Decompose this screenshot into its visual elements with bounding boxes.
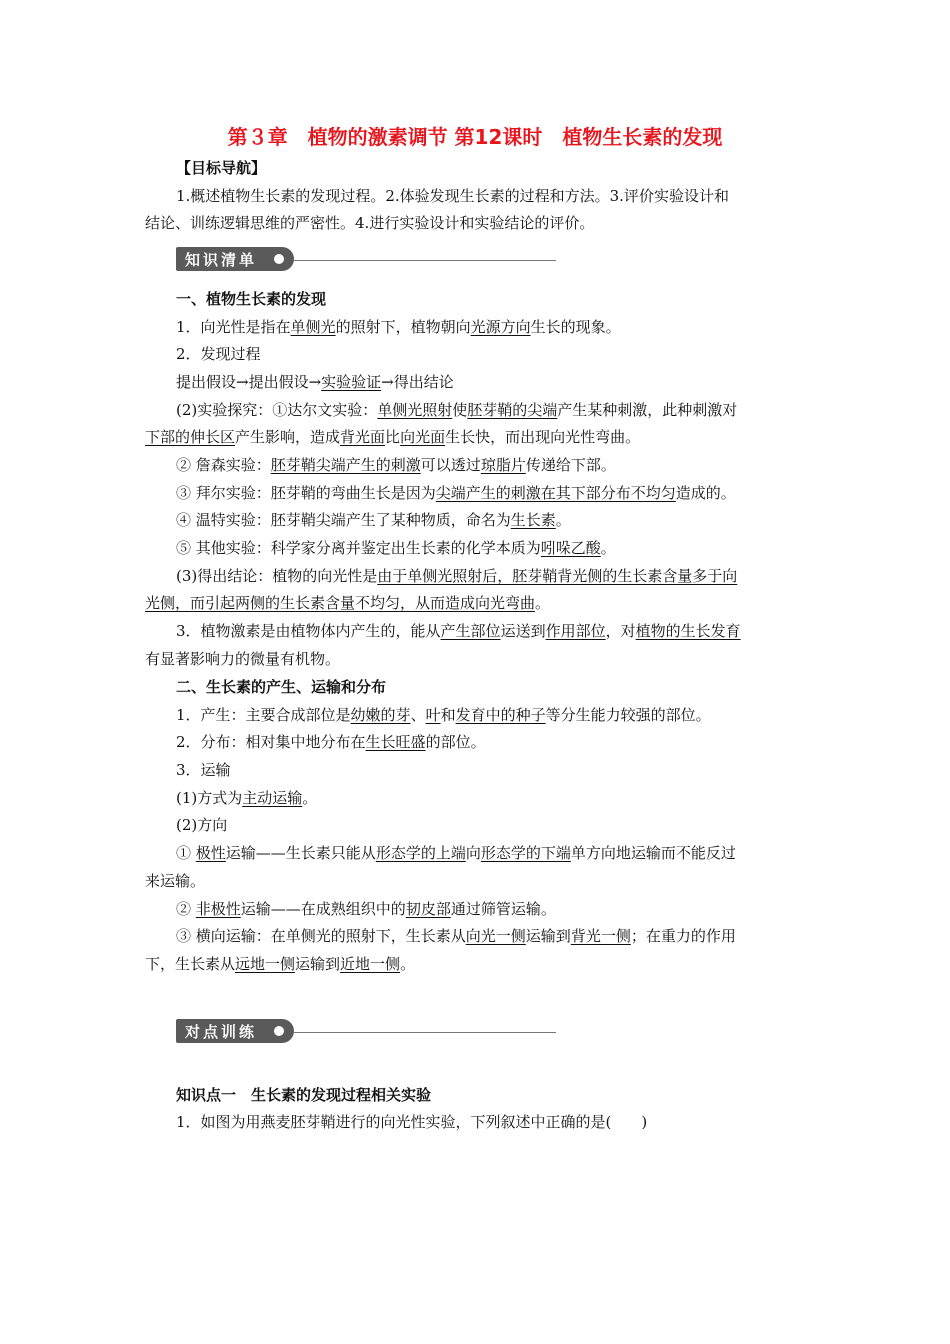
answer-blank: 下部的伸长区 (145, 428, 236, 446)
answer-blank: 胚芽鞘尖端产生的刺激 (270, 456, 421, 474)
text-span: 1．向光性是指在 (176, 318, 291, 336)
text-span: 提出假设→提出假设→ (176, 373, 322, 391)
banner-tag (176, 247, 294, 271)
text-span: 运输——在成熟组织中的 (240, 900, 406, 918)
text-span: 。 (400, 955, 416, 973)
text-span: ⑤ 其他实验：科学家分离并鉴定出生长素的化学本质为 (176, 539, 541, 557)
text-span: 运输到 (295, 955, 341, 973)
text-span: 产生某种刺激，此种刺激对 (557, 401, 738, 419)
answer-blank: 单侧光照射 (377, 401, 453, 419)
paragraph: 有显著影响力的微量有机物。 (145, 650, 341, 668)
answer-blank: 吲哚乙酸 (540, 539, 601, 557)
paragraph (145, 954, 815, 974)
text-span: 。 (600, 539, 616, 557)
text-span: ，对 (605, 622, 636, 640)
text-span: (3)得出结论：植物的向光性是 (176, 567, 378, 585)
text-span: 。 (535, 594, 551, 612)
text-span: 等分生能力较强的部位。 (545, 706, 711, 724)
answer-blank: 发育中的种子 (455, 706, 546, 724)
answer-blank: 幼嫩的芽 (350, 706, 411, 724)
text-span: ③ 横向运输：在单侧光的照射下，生长素从 (176, 927, 466, 945)
banner-label: 知识清单 (185, 251, 258, 269)
question-1: 1．如图为用燕麦胚芽鞘进行的向光性实验，下列叙述中正确的是( ) (176, 1113, 648, 1131)
banner-rule (294, 1032, 556, 1033)
text-span: 、 (410, 706, 426, 724)
paragraph (176, 788, 816, 808)
answer-blank: 主动运输 (242, 789, 303, 807)
paragraph (145, 427, 815, 447)
answer-blank: 植物的生长发育 (635, 622, 741, 640)
paragraph (176, 899, 816, 919)
text-span: 的照射下，植物朝向 (335, 318, 471, 336)
paragraph (176, 926, 816, 946)
paragraph (176, 372, 816, 392)
text-span: 通过筛管运输。 (450, 900, 556, 918)
bullet-dot-icon (274, 1026, 284, 1036)
paragraph (176, 510, 816, 530)
text-span: 可以透过 (420, 456, 481, 474)
text-span: (2)实验探究：①达尔文实验： (176, 401, 378, 419)
paragraph (176, 843, 816, 863)
text-span: 2．分布：相对集中地分布在 (176, 733, 366, 751)
answer-blank: 近地一侧 (340, 955, 401, 973)
banner-label: 对点训练 (185, 1023, 258, 1041)
text-span: (1)方式为 (176, 789, 243, 807)
answer-blank: 向光一侧 (465, 927, 526, 945)
text-span: 和 (440, 706, 456, 724)
answer-blank: 向光面 (400, 428, 446, 446)
answer-blank: 极性 (195, 844, 226, 862)
text-span: 3．植物激素是由植物体内产生的，能从 (176, 622, 441, 640)
answer-blank: 叶 (425, 706, 441, 724)
paragraph: 2．发现过程 (176, 345, 261, 363)
text-span: →得出结论 (381, 373, 454, 391)
paragraph: 来运输。 (145, 872, 206, 890)
text-span: 单方向地运输而不能反过 (570, 844, 736, 862)
answer-blank: 非极性 (195, 900, 241, 918)
paragraph (176, 538, 816, 558)
text-span: 使 (452, 401, 468, 419)
text-span: ② 詹森实验： (176, 456, 271, 474)
paragraph: 3．运输 (176, 761, 231, 779)
answer-blank: 光源方向 (470, 318, 531, 336)
answer-blank: 背光一侧 (570, 927, 631, 945)
answer-blank: 形态学的上端 (375, 844, 466, 862)
text-span: 的部位。 (425, 733, 486, 751)
text-span: 造成的。 (675, 484, 736, 502)
paragraph (176, 705, 816, 725)
answer-blank: 胚芽鞘的尖端 (467, 401, 558, 419)
answer-blank: 形态学的下端 (480, 844, 571, 862)
answer-blank: 实验验证 (321, 373, 382, 391)
answer-blank: 背光面 (340, 428, 386, 446)
text-span: 运送到 (500, 622, 546, 640)
paragraph: (2)方向 (176, 816, 228, 834)
knowledge-point-heading: 知识点一 生长素的发现过程相关实验 (176, 1086, 432, 1104)
text-span: 向 (465, 844, 481, 862)
text-span: 下，生长素从 (145, 955, 236, 973)
banner-tag (176, 1019, 294, 1043)
answer-blank: 光侧，而引起两侧的生长素含量不均匀，从而造成向光弯曲 (145, 594, 536, 612)
answer-blank: 生长旺盛 (365, 733, 426, 751)
paragraph (176, 566, 816, 586)
text-span: 运输——生长素只能从 (225, 844, 376, 862)
answer-blank: 琼脂片 (480, 456, 526, 474)
answer-blank: 由于单侧光照射后，胚芽鞘背光侧的生长素含量多于向 (377, 567, 738, 585)
answer-blank: 韧皮部 (405, 900, 451, 918)
banner-rule (294, 260, 556, 261)
text-span: ② (176, 900, 196, 918)
paragraph (176, 455, 816, 475)
paragraph (176, 732, 816, 752)
text-span: 运输到 (525, 927, 571, 945)
answer-blank: 作用部位 (545, 622, 606, 640)
text-span: 传递给下部。 (525, 456, 616, 474)
text-span: 1．产生：主要合成部位是 (176, 706, 351, 724)
text-span: 生长快，而出现向光性弯曲。 (445, 428, 641, 446)
text-span: 产生影响，造成 (235, 428, 341, 446)
text-span: ④ 温特实验：胚芽鞘尖端产生了某种物质，命名为 (176, 511, 511, 529)
bullet-dot-icon (274, 254, 284, 264)
goals-header: 【目标导航】 (176, 159, 267, 177)
paragraph (176, 400, 816, 420)
answer-blank: 单侧光 (290, 318, 336, 336)
paragraph (176, 317, 816, 337)
goals-line-1: 1.概述植物生长素的发现过程。2.体验发现生长素的过程和方法。3.评价实验设计和 (176, 187, 729, 205)
answer-blank: 尖端产生的刺激在其下部分布不均匀 (435, 484, 676, 502)
text-span: ① (176, 844, 196, 862)
text-span: 比 (385, 428, 401, 446)
page-title: 第３章 植物的激素调节 第12课时 植物生长素的发现 (227, 125, 723, 149)
paragraph (145, 593, 815, 613)
paragraph (176, 621, 816, 641)
text-span: 生长的现象。 (530, 318, 621, 336)
text-span: 。 (302, 789, 318, 807)
answer-blank: 产生部位 (440, 622, 501, 640)
answer-blank: 生长素 (510, 511, 556, 529)
text-span: 。 (555, 511, 571, 529)
section-heading-2: 二、生长素的产生、运输和分布 (176, 678, 387, 696)
text-span: ③ 拜尔实验：胚芽鞘的弯曲生长是因为 (176, 484, 436, 502)
paragraph (176, 483, 816, 503)
goals-line-2: 结论、训练逻辑思维的严密性。4.进行实验设计和实验结论的评价。 (145, 214, 595, 232)
text-span: ；在重力的作用 (630, 927, 736, 945)
answer-blank: 远地一侧 (235, 955, 296, 973)
section-heading-1: 一、植物生长素的发现 (176, 290, 327, 308)
